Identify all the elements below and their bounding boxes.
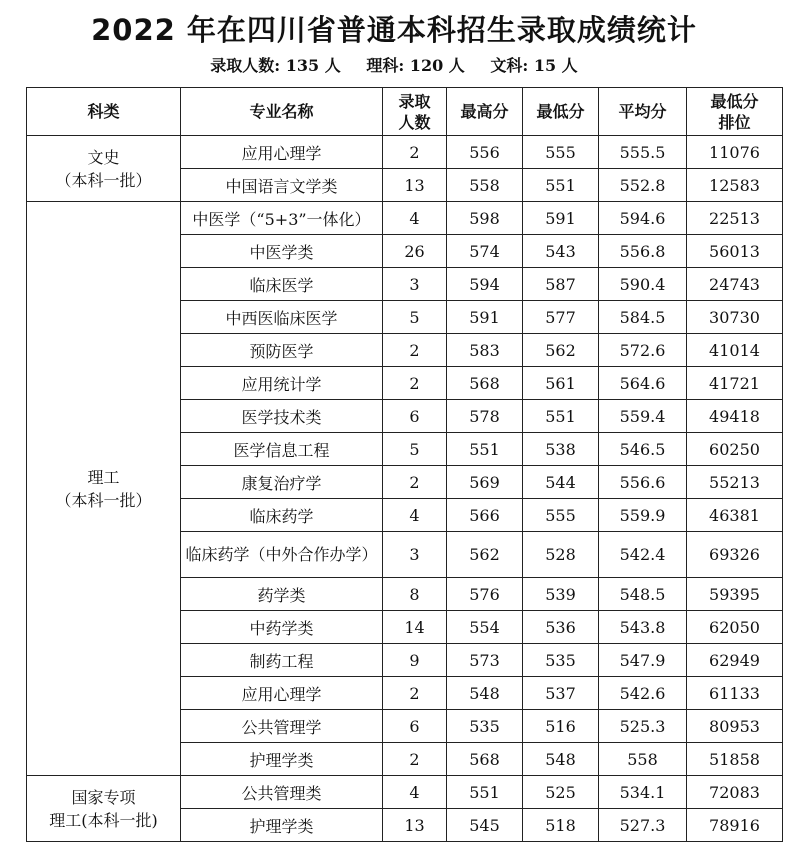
cell-major: 公共管理类: [181, 776, 383, 809]
cell-enrolled: 4: [383, 776, 447, 809]
cell-major: 临床药学（中外合作办学）: [181, 532, 383, 578]
cell-enrolled: 2: [383, 334, 447, 367]
cell-max: 594: [447, 268, 523, 301]
cell-min: 555: [523, 136, 599, 169]
category-wenshi-line1: 文史: [87, 147, 120, 167]
cell-rank: 55213: [687, 466, 783, 499]
category-guojia: [27, 776, 181, 842]
cell-max: 591: [447, 301, 523, 334]
page-title: 2022 年在四川省普通本科招生录取成绩统计: [91, 13, 697, 47]
cell-enrolled: 5: [383, 301, 447, 334]
cell-major: 康复治疗学: [181, 466, 383, 499]
cell-max: 598: [447, 202, 523, 235]
cell-min: 518: [523, 809, 599, 842]
cell-major: 应用心理学: [181, 677, 383, 710]
cell-avg: 547.9: [599, 644, 687, 677]
table-row: [27, 136, 783, 169]
cell-rank: 62949: [687, 644, 783, 677]
header-max: 最高分: [447, 88, 523, 136]
cell-max: 568: [447, 367, 523, 400]
cell-max: 574: [447, 235, 523, 268]
admission-table: [26, 87, 783, 842]
cell-max: 556: [447, 136, 523, 169]
cell-rank: 30730: [687, 301, 783, 334]
cell-rank: 69326: [687, 532, 783, 578]
cell-min: 544: [523, 466, 599, 499]
summary-science: 理科: 120 人: [366, 56, 465, 75]
cell-enrolled: 5: [383, 433, 447, 466]
cell-avg: 548.5: [599, 578, 687, 611]
cell-avg: 555.5: [599, 136, 687, 169]
cell-enrolled: 4: [383, 202, 447, 235]
cell-min: 591: [523, 202, 599, 235]
category-guojia-line2: 理工(本科一批): [49, 810, 158, 830]
summary-line: [0, 53, 788, 76]
summary-liberal: 文科: 15 人: [490, 56, 578, 75]
header-min: 最低分: [523, 88, 599, 136]
table-row: [27, 776, 783, 809]
cell-major: 临床药学: [181, 499, 383, 532]
cell-enrolled: 4: [383, 499, 447, 532]
cell-avg: 558: [599, 743, 687, 776]
cell-min: 577: [523, 301, 599, 334]
cell-rank: 62050: [687, 611, 783, 644]
cell-avg: 542.6: [599, 677, 687, 710]
cell-min: 548: [523, 743, 599, 776]
cell-min: 537: [523, 677, 599, 710]
cell-enrolled: 3: [383, 268, 447, 301]
cell-rank: 80953: [687, 710, 783, 743]
cell-max: 578: [447, 400, 523, 433]
table-row: [27, 202, 783, 235]
header-category: 科类: [27, 88, 181, 136]
cell-major: 预防医学: [181, 334, 383, 367]
cell-rank: 46381: [687, 499, 783, 532]
cell-major: 医学信息工程: [181, 433, 383, 466]
cell-max: 548: [447, 677, 523, 710]
cell-min: 539: [523, 578, 599, 611]
cell-max: 583: [447, 334, 523, 367]
cell-major: 临床医学: [181, 268, 383, 301]
cell-min: 516: [523, 710, 599, 743]
cell-rank: 24743: [687, 268, 783, 301]
cell-avg: 594.6: [599, 202, 687, 235]
cell-min: 525: [523, 776, 599, 809]
cell-max: 573: [447, 644, 523, 677]
cell-enrolled: 2: [383, 136, 447, 169]
cell-avg: 534.1: [599, 776, 687, 809]
category-wenshi-line2: （本科一批）: [55, 170, 152, 190]
cell-enrolled: 3: [383, 532, 447, 578]
header-rank: [687, 88, 783, 136]
cell-rank: 78916: [687, 809, 783, 842]
cell-avg: 543.8: [599, 611, 687, 644]
cell-avg: 559.4: [599, 400, 687, 433]
cell-major: 中药学类: [181, 611, 383, 644]
cell-min: 555: [523, 499, 599, 532]
header-enrolled-text: 录取人数: [398, 91, 431, 132]
cell-enrolled: 9: [383, 644, 447, 677]
category-ligong-line1: 理工: [87, 467, 120, 487]
category-guojia-line1: 国家专项: [71, 787, 136, 807]
cell-enrolled: 13: [383, 809, 447, 842]
cell-enrolled: 6: [383, 710, 447, 743]
cell-max: 566: [447, 499, 523, 532]
cell-rank: 41721: [687, 367, 783, 400]
cell-avg: 546.5: [599, 433, 687, 466]
header-rank-text: 最低分排位: [710, 91, 759, 132]
cell-enrolled: 2: [383, 367, 447, 400]
cell-avg: 527.3: [599, 809, 687, 842]
cell-major: 中医学（“5+3”一体化）: [181, 202, 383, 235]
cell-major: 中西医临床医学: [181, 301, 383, 334]
cell-avg: 584.5: [599, 301, 687, 334]
cell-min: 551: [523, 169, 599, 202]
summary-total: 录取人数: 135 人: [210, 56, 341, 75]
cell-avg: 525.3: [599, 710, 687, 743]
cell-major: 中医学类: [181, 235, 383, 268]
cell-rank: 41014: [687, 334, 783, 367]
cell-avg: 564.6: [599, 367, 687, 400]
cell-rank: 49418: [687, 400, 783, 433]
cell-rank: 51858: [687, 743, 783, 776]
cell-max: 568: [447, 743, 523, 776]
category-wenshi: [27, 136, 181, 202]
category-ligong: [27, 202, 181, 776]
cell-major: 护理学类: [181, 743, 383, 776]
cell-avg: 556.8: [599, 235, 687, 268]
cell-max: 558: [447, 169, 523, 202]
cell-min: 561: [523, 367, 599, 400]
cell-major: 医学技术类: [181, 400, 383, 433]
header-enrolled: [383, 88, 447, 136]
cell-rank: 61133: [687, 677, 783, 710]
cell-avg: 542.4: [599, 532, 687, 578]
cell-max: 562: [447, 532, 523, 578]
cell-avg: 590.4: [599, 268, 687, 301]
cell-enrolled: 8: [383, 578, 447, 611]
cell-major: 应用统计学: [181, 367, 383, 400]
cell-major: 中国语言文学类: [181, 169, 383, 202]
cell-major: 应用心理学: [181, 136, 383, 169]
cell-max: 576: [447, 578, 523, 611]
cell-max: 545: [447, 809, 523, 842]
cell-min: 536: [523, 611, 599, 644]
cell-enrolled: 6: [383, 400, 447, 433]
cell-avg: 572.6: [599, 334, 687, 367]
cell-enrolled: 14: [383, 611, 447, 644]
cell-min: 543: [523, 235, 599, 268]
cell-max: 569: [447, 466, 523, 499]
cell-max: 535: [447, 710, 523, 743]
cell-min: 562: [523, 334, 599, 367]
cell-min: 587: [523, 268, 599, 301]
cell-rank: 60250: [687, 433, 783, 466]
cell-rank: 72083: [687, 776, 783, 809]
cell-enrolled: 2: [383, 743, 447, 776]
header-row: [27, 88, 783, 136]
cell-rank: 56013: [687, 235, 783, 268]
header-major: 专业名称: [181, 88, 383, 136]
cell-avg: 559.9: [599, 499, 687, 532]
cell-min: 538: [523, 433, 599, 466]
cell-major: 护理学类: [181, 809, 383, 842]
header-avg: 平均分: [599, 88, 687, 136]
cell-enrolled: 26: [383, 235, 447, 268]
cell-max: 551: [447, 433, 523, 466]
cell-max: 551: [447, 776, 523, 809]
cell-rank: 22513: [687, 202, 783, 235]
cell-avg: 556.6: [599, 466, 687, 499]
cell-avg: 552.8: [599, 169, 687, 202]
cell-min: 535: [523, 644, 599, 677]
cell-min: 528: [523, 532, 599, 578]
cell-major: 公共管理学: [181, 710, 383, 743]
cell-min: 551: [523, 400, 599, 433]
category-ligong-line2: （本科一批）: [55, 490, 152, 510]
cell-enrolled: 2: [383, 466, 447, 499]
cell-rank: 59395: [687, 578, 783, 611]
cell-enrolled: 2: [383, 677, 447, 710]
cell-rank: 12583: [687, 169, 783, 202]
cell-max: 554: [447, 611, 523, 644]
cell-rank: 11076: [687, 136, 783, 169]
cell-major: 药学类: [181, 578, 383, 611]
cell-enrolled: 13: [383, 169, 447, 202]
cell-major: 制药工程: [181, 644, 383, 677]
